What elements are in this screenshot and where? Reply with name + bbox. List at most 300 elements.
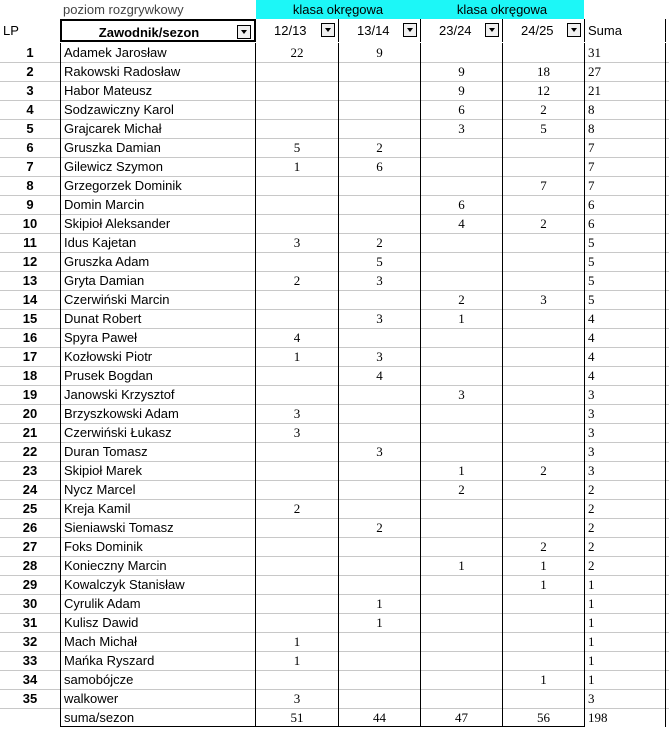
player-name-cell[interactable]: Skipioł Aleksander [60,214,256,233]
season-cell[interactable]: 2 [502,100,584,119]
player-name-cell[interactable]: Sieniawski Tomasz [60,518,256,537]
season-cell[interactable]: 3 [338,309,420,328]
season-header-2[interactable] [338,19,420,42]
season-cell[interactable] [256,100,338,119]
player-name-cell[interactable]: Gilewicz Szymon [60,157,256,176]
lp-cell[interactable]: 11 [23,235,37,250]
sum-cell[interactable]: 5 [584,290,666,309]
season-cell[interactable] [420,43,502,62]
sum-cell[interactable]: 2 [584,518,666,537]
lp-cell[interactable]: 32 [22,634,38,649]
lp-header: LP [3,23,19,38]
player-name-cell[interactable]: Foks Dominik [60,537,256,556]
season-cell[interactable] [420,157,502,176]
player-name-cell[interactable]: Duran Tomasz [60,442,256,461]
sum-cell[interactable]: 1 [584,670,666,689]
season-cell[interactable]: 5 [338,252,420,271]
season-total-cell[interactable]: 56 [502,708,584,727]
player-name-cell[interactable]: Kreja Kamil [60,499,256,518]
sum-cell[interactable]: 3 [584,461,666,480]
season-header-3[interactable] [420,19,502,42]
sum-cell[interactable]: 27 [584,62,666,81]
sum-header: Suma [584,19,666,42]
level-label: poziom rozgrywkowy [63,2,184,17]
season-cell[interactable] [502,518,584,537]
season-cell[interactable] [338,499,420,518]
lp-cell[interactable]: 3 [26,83,34,98]
player-name-cell[interactable]: Gryta Damian [60,271,256,290]
season-cell[interactable]: 2 [338,518,420,537]
sum-cell[interactable]: 2 [584,537,666,556]
player-name-cell[interactable]: Czerwiński Marcin [60,290,256,309]
season-cell[interactable]: 12 [502,81,584,100]
season-cell[interactable]: 2 [420,290,502,309]
table-row [0,233,669,253]
player-name-cell[interactable]: Kozłowski Piotr [60,347,256,366]
table-row [0,670,669,690]
season-cell[interactable]: 2 [338,138,420,157]
lp-cell[interactable]: 30 [22,596,38,611]
sum-cell[interactable]: 4 [584,347,666,366]
season-cell[interactable] [420,670,502,689]
sum-cell[interactable]: 3 [584,385,666,404]
season-cell[interactable] [338,670,420,689]
season-cell[interactable] [256,594,338,613]
season-cell[interactable] [256,62,338,81]
table-row [0,556,669,576]
season-cell[interactable]: 5 [293,140,301,155]
season-cell[interactable]: 3 [338,347,420,366]
sum-cell[interactable]: 1 [584,594,666,613]
season-cell[interactable] [502,651,584,670]
season-cell[interactable]: 3 [420,385,502,404]
season-cell[interactable] [420,613,502,632]
table-row [0,176,669,196]
season-cell[interactable] [338,100,420,119]
lp-cell[interactable]: 9 [26,197,34,212]
season-cell[interactable] [338,556,420,575]
sum-cell[interactable]: 1 [584,575,666,594]
season-cell[interactable] [420,575,502,594]
season-cell[interactable]: 5 [502,119,584,138]
lp-cell[interactable]: 20 [22,406,38,421]
season-cell[interactable] [338,461,420,480]
season-cell[interactable]: 18 [502,62,584,81]
season-cell[interactable]: 2 [420,480,502,499]
player-name-cell[interactable]: Dunat Robert [60,309,256,328]
season-cell[interactable] [338,404,420,423]
filter-dropdown-icon[interactable] [237,25,251,39]
season-cell[interactable] [420,632,502,651]
lp-cell[interactable]: 22 [22,444,38,459]
season-cell[interactable] [502,613,584,632]
table-row [0,309,669,329]
player-name-cell[interactable]: Mańka Ryszard [60,651,256,670]
lp-cell[interactable]: 8 [26,178,34,193]
sum-cell[interactable]: 5 [584,271,666,290]
season-cell[interactable] [420,233,502,252]
sum-cell[interactable]: 2 [584,499,666,518]
season-cell[interactable] [420,594,502,613]
lp-cell[interactable]: 15 [22,311,38,326]
sum-cell[interactable]: 6 [584,195,666,214]
season-cell[interactable]: 3 [293,425,301,440]
sum-cell[interactable]: 3 [584,689,666,708]
season-cell[interactable] [338,423,420,442]
season-cell[interactable] [338,176,420,195]
lp-cell[interactable]: 2 [26,64,34,79]
season-cell[interactable]: 1 [420,461,502,480]
season-cell[interactable]: 1 [502,670,584,689]
season-cell[interactable]: 3 [420,119,502,138]
lp-cell[interactable]: 17 [22,349,38,364]
sum-cell[interactable]: 8 [584,119,666,138]
season-cell[interactable] [420,537,502,556]
lp-cell[interactable]: 7 [26,159,34,174]
player-name-cell[interactable]: Grzegorzek Dominik [60,176,256,195]
table-row [0,138,669,158]
season-cell[interactable]: 3 [338,271,420,290]
table-row [0,328,669,348]
sum-cell[interactable]: 1 [584,651,666,670]
season-cell[interactable]: 3 [293,406,301,421]
sum-cell[interactable]: 5 [584,233,666,252]
season-cell[interactable] [502,309,584,328]
name-header[interactable] [60,19,256,42]
lp-cell[interactable]: 4 [26,102,34,117]
season-cell[interactable]: 2 [502,214,584,233]
season-cell[interactable]: 9 [338,43,420,62]
footer-row [0,708,669,727]
table-row [0,62,669,82]
season-cell[interactable] [502,347,584,366]
season-cell[interactable] [420,689,502,708]
table-row [0,442,669,462]
season-cell[interactable] [502,442,584,461]
season-cell[interactable] [420,176,502,195]
sum-cell[interactable]: 7 [584,176,666,195]
lp-cell[interactable]: 24 [22,482,38,497]
season-cell[interactable] [502,252,584,271]
season-cell[interactable] [256,518,338,537]
player-name-cell[interactable]: Adamek Jarosław [60,43,256,62]
sum-cell[interactable]: 31 [584,43,666,62]
sum-cell[interactable]: 4 [584,366,666,385]
season-cell[interactable] [420,651,502,670]
table-row [0,252,669,272]
sum-cell[interactable]: 4 [584,309,666,328]
player-name-cell[interactable]: Idus Kajetan [60,233,256,252]
season-cell[interactable] [256,366,338,385]
lp-cell[interactable] [0,708,60,727]
player-name-cell[interactable]: Konieczny Marcin [60,556,256,575]
season-cell[interactable]: 9 [420,81,502,100]
season-cell[interactable] [256,252,338,271]
sum-cell[interactable]: 3 [584,404,666,423]
season-cell[interactable]: 1 [420,309,502,328]
season-cell[interactable] [256,176,338,195]
player-name-cell[interactable]: Kulisz Dawid [60,613,256,632]
table-row [0,689,669,709]
grand-total-cell[interactable]: 198 [584,708,666,727]
player-name-cell[interactable]: Rakowski Radosław [60,62,256,81]
season-cell[interactable]: 1 [502,556,584,575]
season-cell[interactable] [420,347,502,366]
table-row [0,537,669,557]
lp-cell[interactable]: 5 [26,121,34,136]
sum-cell[interactable]: 2 [584,480,666,499]
lp-cell[interactable]: 27 [22,539,38,554]
season-cell[interactable] [502,138,584,157]
player-name-cell[interactable]: Grajcarek Michał [60,119,256,138]
lp-cell[interactable]: 23 [22,463,38,478]
season-cell[interactable]: 1 [293,653,301,668]
player-name-cell[interactable]: Skipioł Marek [60,461,256,480]
season-cell[interactable] [256,195,338,214]
player-name-cell[interactable]: Spyra Paweł [60,328,256,347]
lp-cell[interactable]: 10 [22,216,38,231]
season-header-4[interactable] [502,19,584,42]
sum-cell[interactable]: 2 [584,556,666,575]
season-total-cell[interactable]: 47 [420,708,502,727]
sum-cell[interactable]: 1 [584,613,666,632]
table-row [0,499,669,519]
season-cell[interactable] [502,385,584,404]
season-cell[interactable] [256,575,338,594]
season-cell[interactable] [256,461,338,480]
player-name-cell[interactable]: Mach Michał [60,632,256,651]
sum-cell[interactable]: 7 [584,138,666,157]
season-cell[interactable] [420,328,502,347]
season-header-label: 13/14 [357,23,390,38]
player-name-cell[interactable]: Sodzawiczny Karol [60,100,256,119]
season-cell[interactable] [338,290,420,309]
lp-cell[interactable]: 35 [22,691,38,706]
season-cell[interactable]: 2 [293,501,301,516]
season-cell[interactable] [502,157,584,176]
footer-label[interactable]: suma/sezon [60,708,256,727]
season-cell[interactable] [338,689,420,708]
header-row [0,19,669,38]
player-name-cell[interactable]: Nycz Marcel [60,480,256,499]
season-cell[interactable] [420,499,502,518]
season-cell[interactable] [338,214,420,233]
season-total-cell[interactable]: 51 [256,708,338,727]
season-cell[interactable]: 7 [502,176,584,195]
filter-dropdown-icon[interactable] [485,23,499,37]
season-cell[interactable]: 1 [293,634,301,649]
filter-dropdown-icon[interactable] [403,23,417,37]
lp-cell[interactable]: 12 [22,254,38,269]
table-row [0,575,669,595]
lp-cell[interactable]: 29 [22,577,38,592]
season-cell[interactable] [256,81,338,100]
season-cell[interactable]: 1 [293,349,301,364]
season-cell[interactable] [338,480,420,499]
season-cell[interactable] [256,480,338,499]
player-name-cell[interactable]: Brzyszkowski Adam [60,404,256,423]
sum-cell[interactable]: 3 [584,442,666,461]
player-name-cell[interactable]: walkower [60,689,256,708]
season-cell[interactable]: 3 [502,290,584,309]
season-cell[interactable] [420,423,502,442]
sum-cell[interactable]: 7 [584,157,666,176]
player-name-cell[interactable]: Cyrulik Adam [60,594,256,613]
player-name-cell[interactable]: Habor Mateusz [60,81,256,100]
league-label-a: klasa okręgowa [256,0,420,19]
season-cell[interactable]: 2 [293,273,301,288]
season-cell[interactable]: 2 [502,537,584,556]
season-cell[interactable] [420,271,502,290]
table-row [0,347,669,367]
season-cell[interactable] [256,290,338,309]
season-cell[interactable] [502,499,584,518]
table-row [0,594,669,614]
player-name-cell[interactable]: Kowalczyk Stanisław [60,575,256,594]
sum-cell[interactable]: 4 [584,328,666,347]
lp-cell[interactable]: 33 [22,653,38,668]
lp-cell[interactable]: 25 [22,501,38,516]
season-cell[interactable] [502,366,584,385]
season-cell[interactable] [502,271,584,290]
table-row [0,214,669,234]
season-cell[interactable] [502,480,584,499]
lp-cell[interactable]: 18 [22,368,38,383]
player-name-cell[interactable]: Gruszka Adam [60,252,256,271]
season-cell[interactable] [256,119,338,138]
season-cell[interactable] [420,404,502,423]
table-row [0,290,669,310]
table-row [0,613,669,633]
table-row [0,404,669,424]
table-row [0,423,669,443]
sum-cell[interactable]: 21 [584,81,666,100]
table-row [0,385,669,405]
lp-cell[interactable]: 16 [22,330,38,345]
season-cell[interactable]: 6 [420,100,502,119]
sum-cell[interactable]: 8 [584,100,666,119]
season-cell[interactable] [338,62,420,81]
season-cell[interactable] [338,651,420,670]
season-cell[interactable] [256,309,338,328]
season-cell[interactable]: 6 [420,195,502,214]
season-cell[interactable] [420,366,502,385]
season-cell[interactable] [338,575,420,594]
season-cell[interactable]: 9 [420,62,502,81]
season-cell[interactable] [338,385,420,404]
lp-cell[interactable]: 19 [22,387,38,402]
season-cell[interactable] [338,537,420,556]
lp-cell[interactable]: 13 [22,273,38,288]
season-header-label: 24/25 [521,23,554,38]
season-cell[interactable] [256,537,338,556]
season-cell[interactable]: 4 [420,214,502,233]
filter-dropdown-icon[interactable] [321,23,335,37]
table-row [0,461,669,481]
sum-cell[interactable]: 3 [584,423,666,442]
lp-cell[interactable]: 1 [26,45,34,60]
table-row [0,632,669,652]
player-name-cell[interactable]: samobójcze [60,670,256,689]
season-cell[interactable]: 3 [293,691,301,706]
season-cell[interactable] [502,689,584,708]
season-cell[interactable] [256,442,338,461]
season-cell[interactable]: 6 [338,157,420,176]
season-cell[interactable] [338,119,420,138]
lp-cell[interactable]: 14 [22,292,38,307]
player-name-cell[interactable]: Prusek Bogdan [60,366,256,385]
season-cell[interactable] [420,518,502,537]
lp-cell[interactable]: 26 [22,520,38,535]
player-name-cell[interactable]: Gruszka Damian [60,138,256,157]
lp-cell[interactable]: 31 [22,615,38,630]
lp-cell[interactable]: 21 [22,425,38,440]
season-cell[interactable]: 3 [293,235,301,250]
season-cell[interactable] [502,594,584,613]
lp-cell[interactable]: 6 [26,140,34,155]
season-cell[interactable] [338,328,420,347]
sum-cell[interactable]: 5 [584,252,666,271]
season-cell[interactable] [502,632,584,651]
season-cell[interactable]: 22 [290,45,304,60]
season-cell[interactable] [338,195,420,214]
season-cell[interactable]: 3 [338,442,420,461]
player-name-cell[interactable]: Janowski Krzysztof [60,385,256,404]
sum-cell[interactable]: 6 [584,214,666,233]
table-row [0,157,669,177]
season-cell[interactable] [338,632,420,651]
season-cell[interactable] [420,138,502,157]
season-cell[interactable] [420,252,502,271]
filter-dropdown-icon[interactable] [567,23,581,37]
season-total-cell[interactable]: 44 [338,708,420,727]
season-cell[interactable] [256,670,338,689]
season-header-label: 23/24 [439,23,472,38]
season-cell[interactable] [502,195,584,214]
player-name-cell[interactable]: Domin Marcin [60,195,256,214]
season-cell[interactable] [420,442,502,461]
season-cell[interactable]: 2 [502,461,584,480]
season-cell[interactable]: 4 [338,366,420,385]
sum-cell[interactable]: 1 [584,632,666,651]
season-cell[interactable]: 1 [420,556,502,575]
season-cell[interactable]: 2 [338,233,420,252]
season-cell[interactable]: 1 [293,159,301,174]
table-row [0,81,669,101]
season-cell[interactable] [338,81,420,100]
season-cell[interactable] [502,423,584,442]
name-header-label: Zawodnik/sezon [98,25,200,40]
season-cell[interactable] [502,43,584,62]
lp-cell[interactable]: 28 [22,558,38,573]
season-cell[interactable]: 1 [502,575,584,594]
season-header-1[interactable] [256,19,338,42]
season-cell[interactable]: 1 [338,613,420,632]
season-cell[interactable]: 1 [338,594,420,613]
table-row [0,100,669,120]
table-row [0,651,669,671]
season-cell[interactable] [256,613,338,632]
season-cell[interactable] [502,328,584,347]
season-cell[interactable] [256,385,338,404]
season-cell[interactable] [502,233,584,252]
season-cell[interactable]: 4 [293,330,301,345]
player-name-cell[interactable]: Czerwiński Łukasz [60,423,256,442]
lp-cell[interactable]: 34 [22,672,38,687]
season-cell[interactable] [502,404,584,423]
season-cell[interactable] [256,556,338,575]
season-cell[interactable] [256,214,338,233]
